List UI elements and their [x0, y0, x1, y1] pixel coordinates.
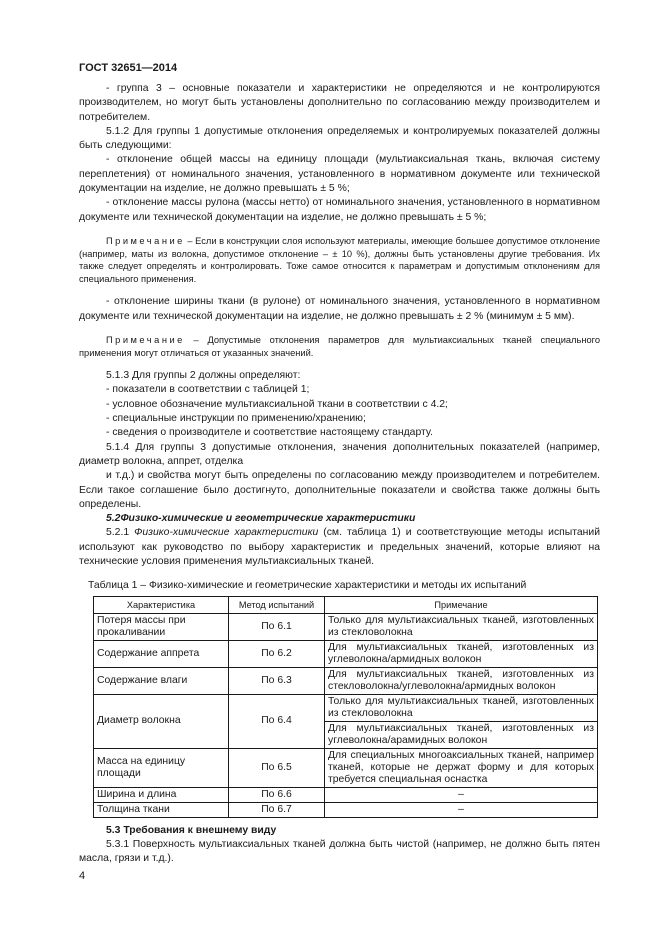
table-row: [94, 748, 598, 787]
section-heading: 5.3 Требования к внешнему виду: [106, 824, 277, 836]
cell-characteristic: Толщина ткани: [94, 802, 229, 817]
clause-number: 5.2.1: [106, 527, 135, 539]
cell-characteristic: Ширина и длина: [94, 787, 229, 802]
document-header: ГОСТ 32651—2014: [79, 62, 178, 74]
cell-characteristic: Диаметр волокна: [94, 694, 229, 748]
cell-note: Только для мультиаксиальных тканей, изготовленных из стекловолокна: [325, 694, 598, 721]
document-body: [79, 82, 600, 866]
section-heading: 5.2Физико-химические и геометрические характеристики: [106, 513, 416, 525]
paragraph: - отклонение массы рулона (массы нетто) от номинального значения, установленного в нормативном документе или технической документации на изделие, не должно превышать ± 5 %;: [79, 197, 600, 223]
list-item: - сведения о производителе и соответствие настоящему стандарту.: [106, 427, 433, 439]
cell-note: –: [325, 787, 598, 802]
column-header: Метод испытаний: [229, 596, 325, 613]
cell-characteristic: Масса на единицу площади: [94, 748, 229, 787]
cell-characteristic: Потеря массы при прокаливании: [94, 613, 229, 640]
note: [79, 235, 600, 285]
paragraph: 5.3.1 Поверхность мультиаксиальных тканей должна быть чистой (например, не должно быть пятен масла, грязи и т.д.).: [79, 838, 600, 865]
cell-method: По 6.5: [229, 748, 325, 787]
list-item: - специальные инструкции по применению/хранению;: [106, 413, 366, 425]
paragraph-text: (см. таблица 1) и соответствующие методы испытаний используют как руководство по выбору характеристик и предельных значений, которые влияют на технические условия применения мультиаксиальных тканей.: [79, 527, 600, 567]
table-row: [94, 802, 598, 817]
note-label: Примечание: [106, 235, 185, 246]
table-row: [94, 613, 598, 640]
cell-note: –: [325, 802, 598, 817]
cell-method: По 6.2: [229, 640, 325, 667]
cell-note: Для мультиаксиальных тканей, изготовленных из стекловолокна/углеволокна/армидных волокон: [325, 667, 598, 694]
table-row: [94, 787, 598, 802]
cell-note: Только для мультиаксиальных тканей, изготовленных из стекловолокна: [325, 613, 598, 640]
column-header: Характеристика: [94, 596, 229, 613]
cell-characteristic: Содержание влаги: [94, 667, 229, 694]
table-header-row: [94, 596, 598, 613]
characteristics-table: [93, 596, 598, 818]
paragraph: [79, 526, 600, 569]
cell-note: Для мультиаксиальных тканей, изготовленных из углеволокна/арамидных волокон: [325, 721, 598, 748]
cell-method: По 6.7: [229, 802, 325, 817]
cell-method: По 6.1: [229, 613, 325, 640]
cell-method: По 6.4: [229, 694, 325, 748]
paragraph: 5.1.2 Для группы 1 допустимые отклонения определяемых и контролируемых показателей должны быть следующими:: [79, 125, 600, 152]
list-item: - показатели в соответствии с таблицей 1;: [106, 384, 310, 396]
column-header: Примечание: [325, 596, 598, 613]
table-caption: Таблица 1 – Физико-химические и геометрические характеристики и методы их испытаний: [88, 580, 527, 592]
table-row: [94, 640, 598, 667]
paragraph: - группа 3 – основные показатели и характеристики не определяются и не контролируются производителем, но могут быть установлены дополнительно по согласованию между производителем и потребителем.: [79, 83, 600, 123]
note-text: – Если в конструкции слоя используют материалы, имеющие большее допустимое отклонение (например, маты из волокна, допустимое отклонение – ± 10 %), должны быть установлены другие требования. Их также следует определять и контролировать. Тоже самое относится к параметрам и допустимым отклонениям для специального применения.: [79, 235, 600, 284]
note-text: – Допустимые отклонения параметров для мультиаксиальных тканей специального применения могут отличаться от указанных значений.: [79, 334, 600, 358]
note-label: Примечание: [106, 334, 185, 345]
paragraph: 5.1.3 Для группы 2 должны определяют:: [106, 370, 301, 382]
paragraph: - отклонение ширины ткани (в рулоне) от номинального значения, установленного в нормативном документе или технической документации на изделие, не должно превышать ± 2 % (минимум ± 5 мм).: [79, 296, 600, 322]
table-row: [94, 667, 598, 694]
cell-method: По 6.6: [229, 787, 325, 802]
page-number: 4: [79, 870, 86, 882]
note: [79, 334, 600, 359]
paragraph: и т.д.) и свойства могут быть определены по согласованию между производителем и потребителем. Если такое соглашение было достигнуто, дополнительные показатели и свойства также должны быть определены.: [79, 470, 600, 510]
paragraph: - отклонение общей массы на единицу площади (мультиаксиальная ткань, включая систему переплетения) от номинального значения, установленного в нормативном документе или технической документации на изделие, не должно превышать ± 5 %;: [79, 154, 600, 195]
cell-note: Для специальных многоаксиальных тканей, например тканей, которые не держат форму и для которых требуется специальная оснастка: [325, 748, 598, 787]
cell-note: Для мультиаксиальных тканей, изготовленных из углеволокна/армидных волокон: [325, 640, 598, 667]
paragraph: 5.1.4 Для группы 3 допустимые отклонения, значения дополнительных показателей (например, диаметр волокна, аппрет, отделка: [79, 441, 600, 467]
cell-method: По 6.3: [229, 667, 325, 694]
table-row: [94, 694, 598, 721]
list-item: - условное обозначение мультиаксиальной ткани в соответствии с 4.2;: [106, 398, 448, 410]
cell-characteristic: Содержание аппрета: [94, 640, 229, 667]
italic-term: Физико-химические характеристики: [134, 527, 319, 539]
